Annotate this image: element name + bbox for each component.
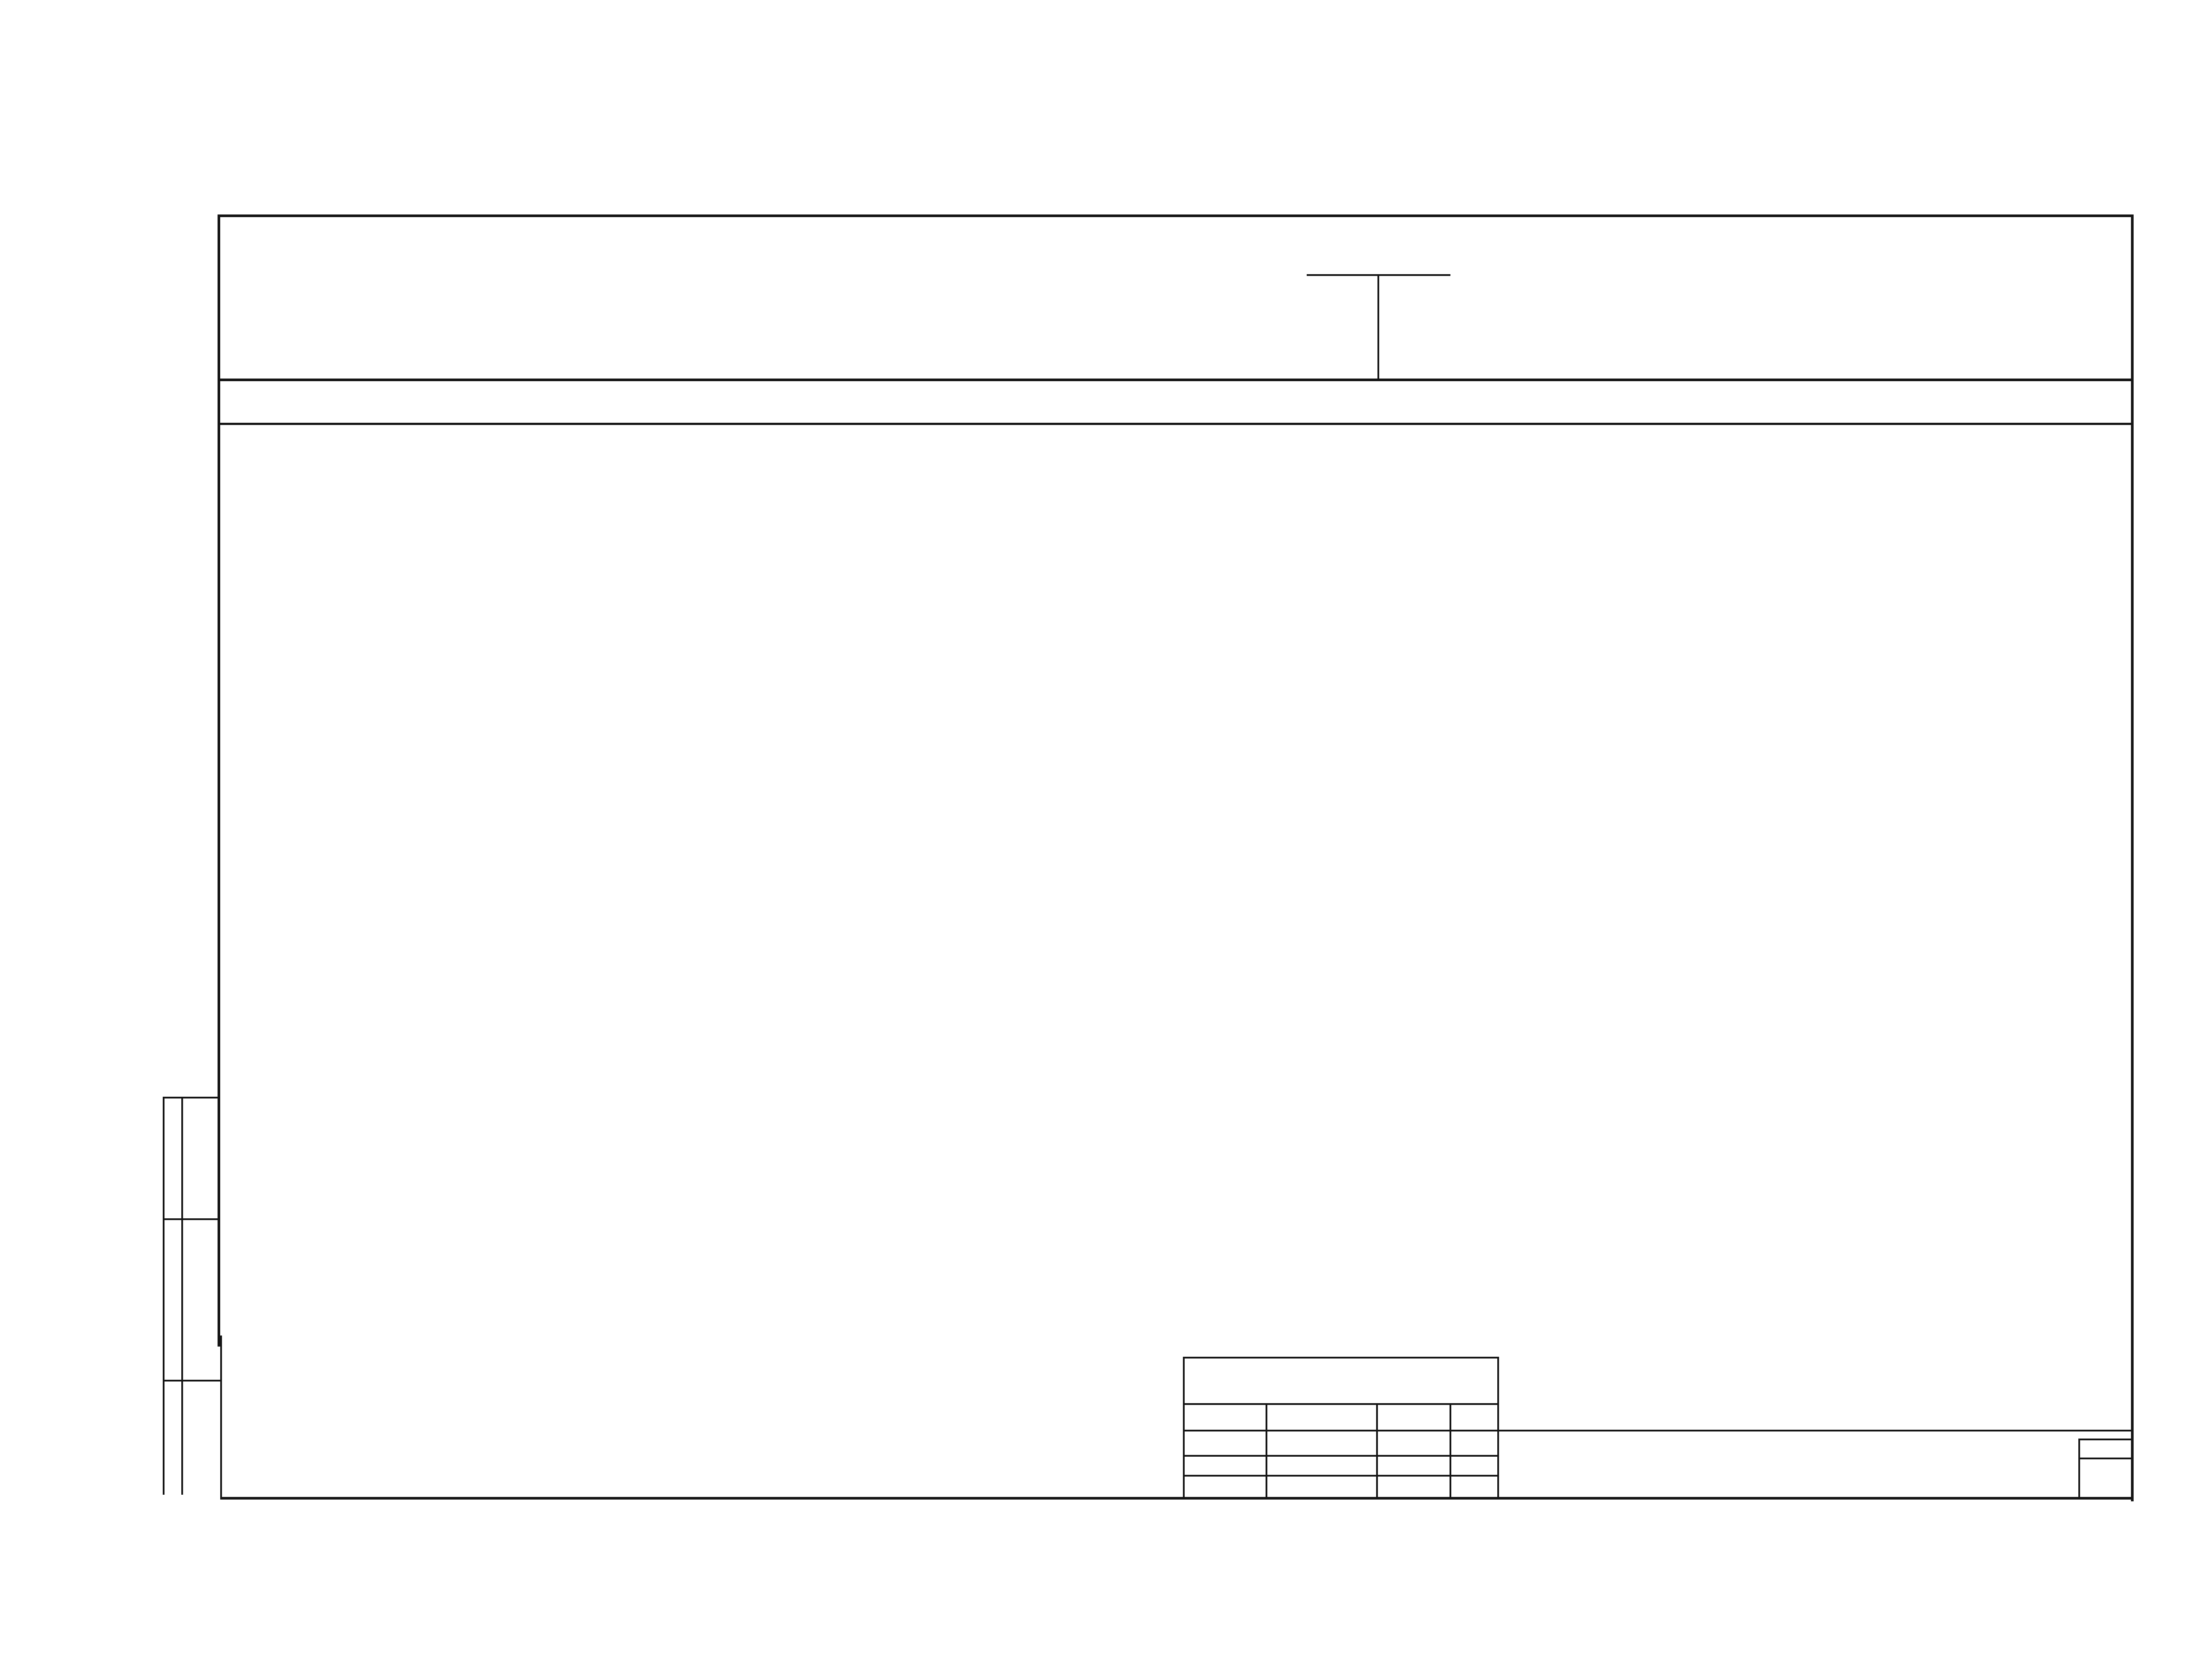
stamp-top-line xyxy=(1497,1430,2134,1431)
table-right-border xyxy=(2131,214,2134,1501)
side-stamp-top xyxy=(163,1097,220,1098)
privyazan-line4 xyxy=(1183,1475,1499,1477)
table-left-border xyxy=(218,214,220,1347)
sheet-box-left xyxy=(2078,1439,2080,1498)
table-top-border xyxy=(218,214,2134,217)
privyazan-line1 xyxy=(1183,1403,1499,1405)
privyazan-line2 xyxy=(1183,1430,1499,1431)
sheet-box-mid xyxy=(2078,1458,2134,1459)
side-stamp-left-border xyxy=(163,1097,164,1495)
privyazan-right xyxy=(1497,1357,1499,1498)
unit-inner-divider xyxy=(1377,274,1379,380)
side-stamp-div1 xyxy=(163,1218,220,1220)
privyazan-line3 xyxy=(1183,1455,1499,1457)
colnum-bottom-border xyxy=(218,423,2134,425)
side-stamp-div2 xyxy=(163,1380,220,1382)
privyazan-left xyxy=(1183,1357,1185,1498)
frame-bottom xyxy=(220,1497,2134,1500)
privyazan-col1 xyxy=(1266,1403,1267,1498)
header-bottom-border xyxy=(218,379,2134,381)
privyazan-col2 xyxy=(1376,1403,1378,1498)
side-stamp-middle-border xyxy=(181,1097,183,1495)
privyazan-top xyxy=(1183,1357,1499,1359)
sheet-box-top xyxy=(2078,1439,2134,1440)
frame-left-lower xyxy=(220,1336,222,1499)
privyazan-col3 xyxy=(1450,1403,1451,1498)
